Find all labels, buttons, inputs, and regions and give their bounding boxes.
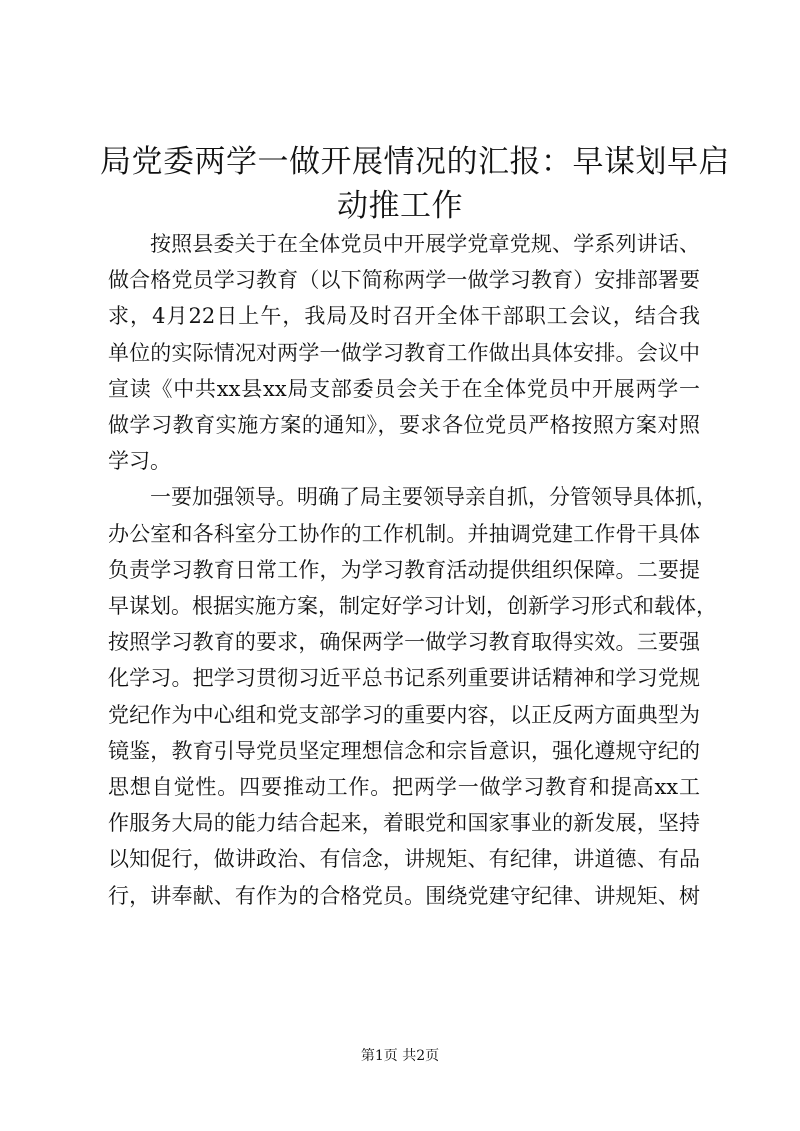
text-line: 党纪作为中心组和党支部学习的重要内容，以正反两方面典型为 — [108, 702, 700, 727]
text-line: 作服务大局的能力结合起来，着眼党和国家事业的新发展，坚持 — [108, 811, 700, 836]
text-line: 单位的实际情况对两学一做学习教育工作做出具体安排。会议中 — [108, 340, 700, 365]
text-line: 按照县委关于在全体党员中开展学党章党规、学系列讲话、 — [150, 232, 700, 256]
text-line: 一要加强领导。明确了局主要领导亲自抓，分管领导具体抓， — [150, 485, 717, 510]
document-body — [108, 226, 717, 914]
paragraph-1 — [108, 226, 700, 479]
paragraph-2 — [108, 479, 717, 913]
page-number: 第1页 共2页 — [360, 1048, 440, 1064]
title-line: 局党委两学一做开展情况的汇报：早谋划早启 — [100, 144, 730, 180]
text-line: 按照学习教育的要求，确保两学一做学习教育取得实效。三要强 — [108, 630, 700, 655]
text-line: 学习。 — [108, 449, 171, 474]
text-line: 求，4月22日上午，我局及时召开全体干部职工会议，结合我 — [108, 304, 700, 329]
title-line: 动推工作 — [337, 188, 463, 224]
page-footer — [0, 1046, 800, 1066]
text-line: 思想自觉性。四要推动工作。把两学一做学习教育和提高xx工 — [108, 775, 700, 800]
text-line: 早谋划。根据实施方案，制定好学习计划，创新学习形式和载体， — [108, 594, 717, 619]
text-line: 做合格党员学习教育（以下简称两学一做学习教育）安排部署要 — [108, 268, 700, 293]
text-line: 办公室和各科室分工协作的工作机制。并抽调党建工作骨干具体 — [108, 521, 700, 546]
text-line: 以知促行，做讲政治、有信念，讲规矩、有纪律，讲道德、有品 — [108, 847, 700, 872]
text-line: 行，讲奉献、有作为的合格党员。围绕党建守纪律、讲规矩、树 — [108, 883, 700, 908]
text-line: 化学习。把学习贯彻习近平总书记系列重要讲话精神和学习党规 — [108, 666, 700, 691]
text-line: 负责学习教育日常工作，为学习教育活动提供组织保障。二要提 — [108, 557, 700, 582]
text-line: 宣读《中共xx县xx局支部委员会关于在全体党员中开展两学一 — [108, 376, 700, 401]
text-line: 镜鉴，教育引导党员坚定理想信念和宗旨意识，强化遵规守纪的 — [108, 738, 700, 763]
text-line: 做学习教育实施方案的通知》，要求各位党员严格按照方案对照 — [108, 413, 700, 438]
document-title — [100, 140, 730, 228]
